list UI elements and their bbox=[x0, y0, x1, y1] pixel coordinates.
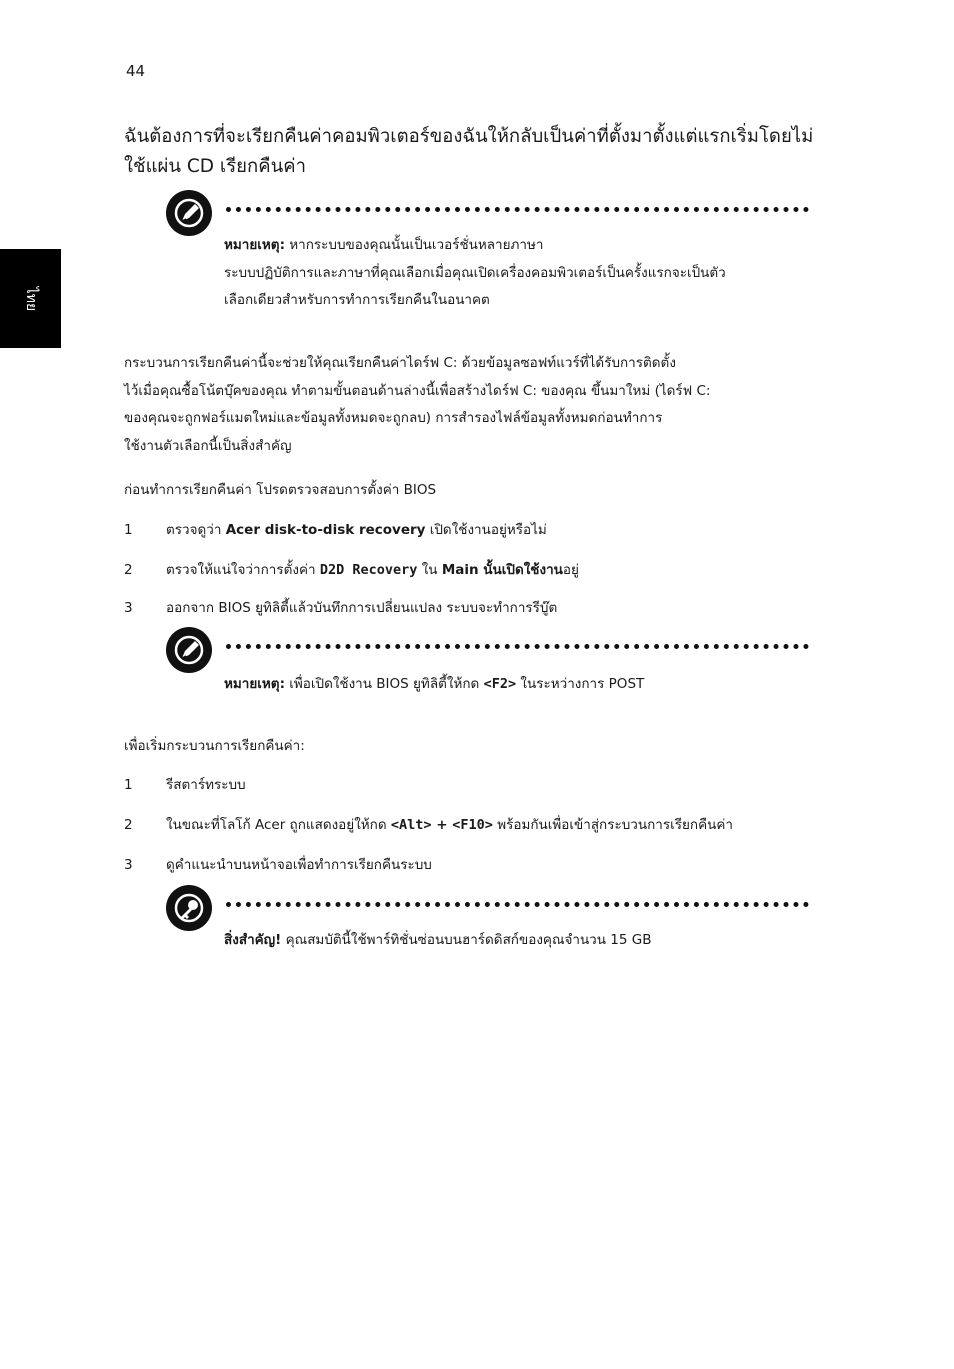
paragraph-line: ของคุณจะถูกฟอร์แมตใหม่และข้อมูลทั้งหมดจะถูกลบ) การสำรองไฟล์ข้อมูลทั้งหมดก่อนทำการ bbox=[124, 410, 663, 426]
start-text: เพื่อเริ่มกระบวนการเรียกคืนค่า: bbox=[124, 738, 305, 754]
step-number: 1 bbox=[124, 522, 133, 538]
note-label: หมายเหตุ: bbox=[224, 237, 285, 253]
step-item bbox=[124, 519, 547, 541]
step-text: ตรวจให้แน่ใจว่าการตั้งค่า bbox=[166, 562, 320, 578]
note-divider bbox=[226, 207, 809, 212]
language-side-tab bbox=[0, 249, 61, 348]
step-number: 2 bbox=[124, 817, 133, 833]
before-text: ก่อนทำการเรียกคืนค่า โปรดตรวจสอบการตั้งค่า BIOS bbox=[124, 482, 437, 498]
step-item bbox=[124, 774, 246, 796]
step-text: รีสตาร์ทระบบ bbox=[166, 777, 246, 793]
step-text: ในขณะที่โลโก้ Acer ถูกแสดงอยู่ให้กด bbox=[166, 817, 391, 833]
step-bold: Acer disk-to-disk recovery bbox=[225, 522, 426, 538]
step-item bbox=[124, 814, 733, 836]
note-line: หากระบบของคุณนั้นเป็นเวอร์ชั่นหลายภาษา bbox=[289, 237, 544, 253]
step-bold: D2D Recovery bbox=[319, 562, 418, 578]
paragraph-line: กระบวนการเรียกคืนค่านี้จะช่วยให้คุณเรียกคืนค่าไดร์ฟ C: ด้วยข้อมูลซอฟท์แวร์ที่ได้รับการติดตั้ง bbox=[124, 355, 676, 371]
important-label: สิ่งสำคัญ! bbox=[224, 932, 282, 948]
step-text: พร้อมกันเพื่อเข้าสู่กระบวนการเรียกคืนค่า bbox=[492, 817, 733, 833]
step-item bbox=[124, 559, 579, 581]
paragraph-line: ไว้เมื่อคุณซื้อโน้ตบุ๊คของคุณ ทำตามขั้นตอนด้านล่างนี้เพื่อสร้างไดร์ฟ C: ของคุณ ขึ้นมาใหม่ (ไดร์ฟ C: bbox=[124, 382, 711, 399]
step-text: ตรวจดูว่า bbox=[166, 522, 226, 538]
intro-paragraph bbox=[124, 350, 804, 460]
important-text bbox=[224, 927, 814, 955]
note-pen-icon bbox=[166, 190, 212, 236]
note-line: ระบบปฏิบัติการและภาษาที่คุณเลือกเมื่อคุณเปิดเครื่องคอมพิวเตอร์เป็นครั้งแรกจะเป็นตัว bbox=[224, 264, 726, 281]
important-divider bbox=[226, 902, 809, 907]
step-number: 2 bbox=[124, 562, 133, 578]
note-label: หมายเหตุ: bbox=[224, 676, 285, 692]
note-line: เลือกเดียวสำหรับการทำการเรียกคืนในอนาคต bbox=[224, 292, 490, 308]
note-text bbox=[224, 232, 814, 315]
note-line: เพื่อเปิดใช้งาน BIOS ยูทิลิตี้ให้กด bbox=[284, 676, 484, 692]
step-bold: Main bbox=[441, 562, 479, 578]
key-label: <F2> bbox=[483, 676, 517, 692]
side-tab-label: ไทย bbox=[22, 286, 39, 311]
step-text: ออกจาก BIOS ยูทิลิตี้แล้วบันทึกการเปลี่ยนแปลง ระบบจะทำการรีบู๊ต bbox=[166, 600, 558, 616]
important-line: คุณสมบัตินี้ใช้พาร์ทิชั่นซ่อนบนฮาร์ดดิสก์ของคุณจำนวน 15 GB bbox=[281, 932, 652, 948]
important-key-icon bbox=[166, 885, 212, 931]
step-number: 1 bbox=[124, 777, 133, 793]
step-bold: นั้นเปิดใช้งาน bbox=[478, 562, 563, 578]
step-number: 3 bbox=[124, 600, 133, 616]
page-number: 44 bbox=[126, 62, 146, 80]
section-heading: ฉันต้องการที่จะเรียกคืนค่าคอมพิวเตอร์ของฉันให้กลับเป็นค่าที่ตั้งมาตั้งแต่แรกเริ่มโดยไม่ใช้แผ่น CD เรียกคืนค่า bbox=[124, 126, 814, 177]
note-line: ในระหว่างการ POST bbox=[516, 676, 645, 692]
step-number: 3 bbox=[124, 857, 133, 873]
step-item bbox=[124, 597, 557, 619]
step-item bbox=[124, 854, 432, 876]
note-divider bbox=[226, 644, 809, 649]
step-text: ดูคำแนะนำบนหน้าจอเพื่อทำการเรียกคืนระบบ bbox=[166, 857, 432, 873]
paragraph-line: ใช้งานตัวเลือกนี้เป็นสิ่งสำคัญ bbox=[124, 437, 292, 454]
key-label: <Alt> bbox=[390, 817, 432, 833]
note-text bbox=[224, 671, 814, 699]
step-text: อยู่ bbox=[562, 562, 579, 578]
key-label: <F10> bbox=[452, 817, 493, 833]
step-bold: + bbox=[431, 817, 453, 833]
note-pen-icon bbox=[166, 627, 212, 673]
step-text: เปิดใช้งานอยู่หรือไม่ bbox=[425, 522, 547, 538]
step-text: ใน bbox=[417, 562, 442, 578]
